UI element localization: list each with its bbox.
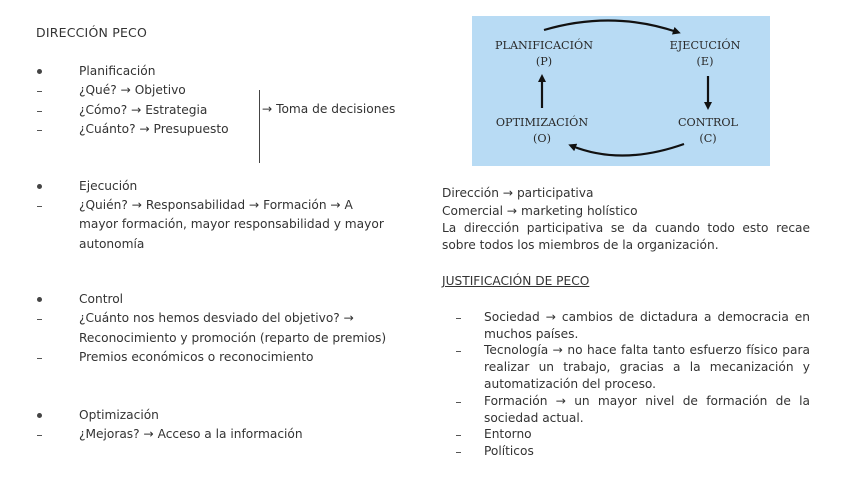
dash-marker (456, 435, 461, 436)
list-item-quien-line1: ¿Quién? → Responsabilidad → Formación → A (79, 198, 353, 212)
node-control (658, 115, 758, 147)
node-optimizacion-abbr: (O) (533, 132, 551, 145)
dash-marker (37, 91, 42, 92)
list-item-como: ¿Cómo? → Estrategia (79, 103, 208, 117)
node-control-abbr: (C) (699, 132, 717, 145)
node-optimizacion (486, 115, 598, 147)
bullet-dot (37, 297, 42, 302)
bullet-planificacion: Planificación (79, 64, 156, 78)
node-planificacion (486, 38, 602, 70)
list-item-premios: Premios económicos o reconocimiento (79, 350, 314, 364)
node-optimizacion-label: OPTIMIZACIÓN (495, 116, 589, 129)
list-item-politicos: Políticos (484, 444, 534, 458)
list-item-formacion: Formación → un mayor nivel de formación de la sociedad actual. (484, 394, 810, 425)
dash-marker (456, 351, 461, 352)
node-ejecucion (650, 38, 760, 70)
dash-marker (456, 318, 461, 319)
dash-marker (37, 319, 42, 320)
list-item-entorno: Entorno (484, 427, 532, 441)
section-heading: JUSTIFICACIÓN DE PECO (442, 274, 590, 288)
dash-marker (37, 111, 42, 112)
node-planificacion-label: PLANIFICACIÓN (494, 39, 593, 52)
node-planificacion-abbr: (P) (535, 55, 553, 68)
list-item-sociedad: Sociedad → cambios de dictadura a democracia en muchos países. (484, 310, 810, 341)
list-item-tecnologia: Tecnología → no hace falta tanto esfuerzo físico para realizar un trabajo, gracias a la mecanización y automatización del proceso. (484, 343, 810, 391)
dash-marker (37, 130, 42, 131)
list-item-cuanto: ¿Cuánto? → Presupuesto (79, 122, 229, 136)
list-item-que: ¿Qué? → Objetivo (79, 83, 186, 97)
list-item-quien-line2: mayor formación, mayor responsabilidad y mayor (79, 217, 384, 231)
arrow-top (544, 20, 677, 32)
bracket-line (259, 90, 260, 163)
bullet-dot (37, 69, 42, 74)
dash-marker (37, 435, 42, 436)
node-control-label: CONTROL (677, 116, 738, 129)
dash-marker (37, 358, 42, 359)
list-item-desviado-line1: ¿Cuánto nos hemos desviado del objetivo? → (79, 311, 354, 325)
list-item-desviado-line2: Reconocimiento y promoción (reparto de premios) (79, 331, 387, 345)
dash-marker (456, 452, 461, 453)
bracket-label: → Toma de decisiones (262, 102, 396, 116)
paragraph-participativa: La dirección participativa se da cuando todo esto recae sobre todos los miembros de la organización. (442, 221, 810, 252)
bullet-ejecucion: Ejecución (79, 179, 138, 193)
bullet-dot (37, 413, 42, 418)
bullet-optimizacion: Optimización (79, 408, 159, 422)
bullet-dot (37, 184, 42, 189)
page-title: DIRECCIÓN PECO (36, 25, 148, 40)
list-item-mejoras: ¿Mejoras? → Acceso a la información (79, 427, 303, 441)
node-ejecucion-abbr: (E) (696, 55, 714, 68)
dash-marker (456, 402, 461, 403)
node-ejecucion-label: EJECUCIÓN (669, 39, 741, 52)
peco-cycle-diagram (472, 16, 770, 166)
bullet-control: Control (79, 292, 124, 306)
line-comercial: Comercial → marketing holístico (442, 204, 638, 218)
list-item-quien-line3: autonomía (79, 237, 145, 251)
dash-marker (37, 206, 42, 207)
line-direccion: Dirección → participativa (442, 186, 594, 200)
